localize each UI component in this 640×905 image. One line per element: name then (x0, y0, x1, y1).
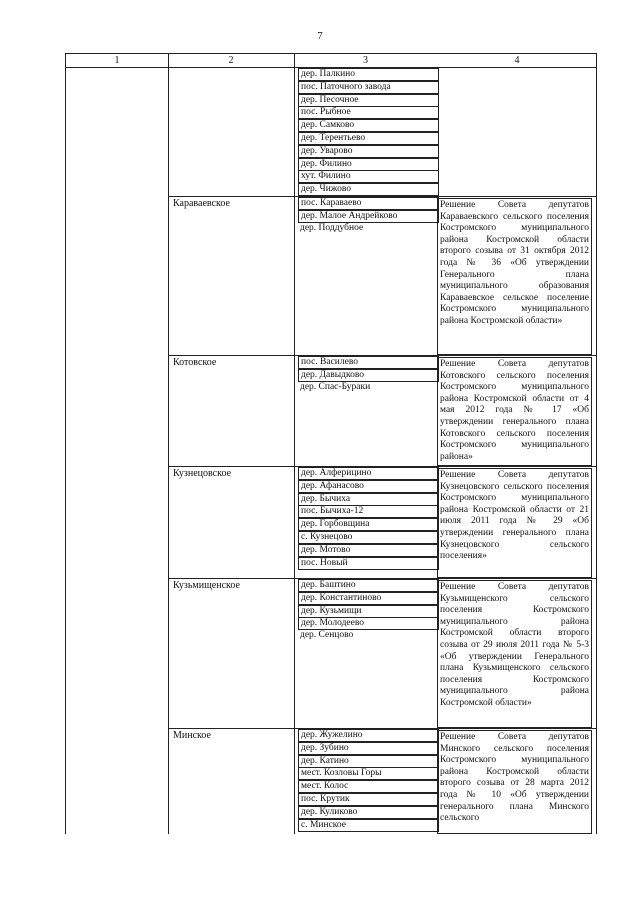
locality-item: дер. Афанасово (298, 480, 439, 493)
column-divider-2 (294, 54, 295, 834)
locality-item: пос. Василево (298, 356, 439, 369)
locality-item: пос. Рыбное (298, 106, 439, 119)
locality-item: дер. Малое Андрейково (298, 210, 439, 223)
locality-item: с. Кузнецово (298, 531, 439, 544)
locality-item: дер. Песочное (298, 94, 439, 107)
settlement-name: Кузнецовское (173, 468, 232, 479)
locality-item: пос. Крутик (298, 793, 439, 806)
column-divider-right (596, 54, 597, 834)
header-col-2: 2 (228, 55, 234, 66)
locality-item: дер. Алферицино (298, 467, 439, 480)
locality-item: дер. Филино (298, 158, 439, 171)
locality-item: дер. Самково (298, 119, 439, 132)
locality-item: дер. Уварово (298, 145, 439, 158)
locality-item: дер. Чижово (298, 183, 439, 196)
settlement-name: Караваевское (173, 198, 230, 209)
approval-document: Решение Совета депутатов Кузьмищенского сельского поселения Костромского муниципального района Костромской области второго созыва от 29 июля 2011 года № 5-3 «Об утверждении Генерального плана Кузьмищенского сельского поселения Костромского муниципального района Костромской области» (437, 580, 592, 728)
locality-item: дер. Катино (298, 755, 439, 768)
locality-item: дер. Куликово (298, 806, 439, 819)
column-divider-1 (168, 54, 169, 834)
settlement-name: Кузьмищенское (173, 580, 240, 591)
locality-item: с. Минское (298, 819, 439, 832)
locality-item: дер. Терентьево (298, 132, 439, 145)
locality-item: дер. Давыдково (298, 369, 439, 382)
locality-item: дер. Мотово (298, 544, 439, 557)
locality-item: дер. Кузьмищи (298, 605, 439, 618)
locality-item: пос. Паточного завода (298, 81, 439, 94)
locality-item: хут. Филино (298, 170, 439, 183)
page-number: 7 (317, 30, 323, 42)
locality-item: мест. Колос (298, 780, 439, 793)
approval-document: Решение Совета депутатов Караваевского сельского поселения Костромского муниципального района Костромской области второго созыва от 31 октября 2012 года № 36 «Об утверждении Генерального плана муниципального образования Караваевское сельское поселение Костромского муниципального района Костромской области» (437, 198, 592, 355)
locality-item: пос. Караваево (298, 197, 439, 210)
approval-document: Решение Совета депутатов Кузнецовского сельского поселения Костромского муниципального района Костромской области от 21 июля 2011 года № 29 «Об утверждении генерального плана Кузнецовского сельского поселения» (437, 468, 592, 578)
locality-item: дер. Зубино (298, 742, 439, 755)
locality-item: дер. Поддубное (300, 222, 364, 233)
locality-item: дер. Горбовщина (298, 518, 439, 531)
locality-item: дер. Сенцово (300, 630, 354, 641)
settlement-name: Минское (173, 730, 211, 741)
settlement-name: Котовское (173, 357, 217, 368)
locality-item: дер. Баштино (298, 579, 439, 592)
approval-document: Решение Совета депутатов Котовского сельского поселения Костромского муниципального района Костромской области от 4 мая 2012 года № 17 «Об утверждении генерального плана Котовского сельского поселения Костромского муниципального района» (437, 357, 592, 466)
header-col-1: 1 (114, 55, 120, 66)
locality-item: дер. Палкино (298, 68, 439, 81)
header-col-3: 3 (363, 55, 368, 66)
locality-item: пос. Новый (298, 557, 439, 570)
locality-item: дер. Молодеево (298, 617, 439, 630)
locality-item: дер. Жужелино (298, 729, 439, 742)
approval-document: Решение Совета депутатов Минского сельского поселения Костромского муниципального района Костромской области второго созыва от 28 марта 2012 года № 10 «Об утверждении генерального плана Минского сельского (437, 730, 592, 834)
header-col-4: 4 (514, 55, 520, 66)
locality-item: мест. Козловы Горы (298, 767, 439, 780)
locality-item: дер. Константиново (298, 592, 439, 605)
settlements-table (65, 53, 597, 834)
locality-item: дер. Бычиха (298, 493, 439, 506)
locality-item: пос. Бычиха-12 (298, 505, 439, 518)
locality-item: дер. Спас-Бураки (300, 381, 371, 392)
